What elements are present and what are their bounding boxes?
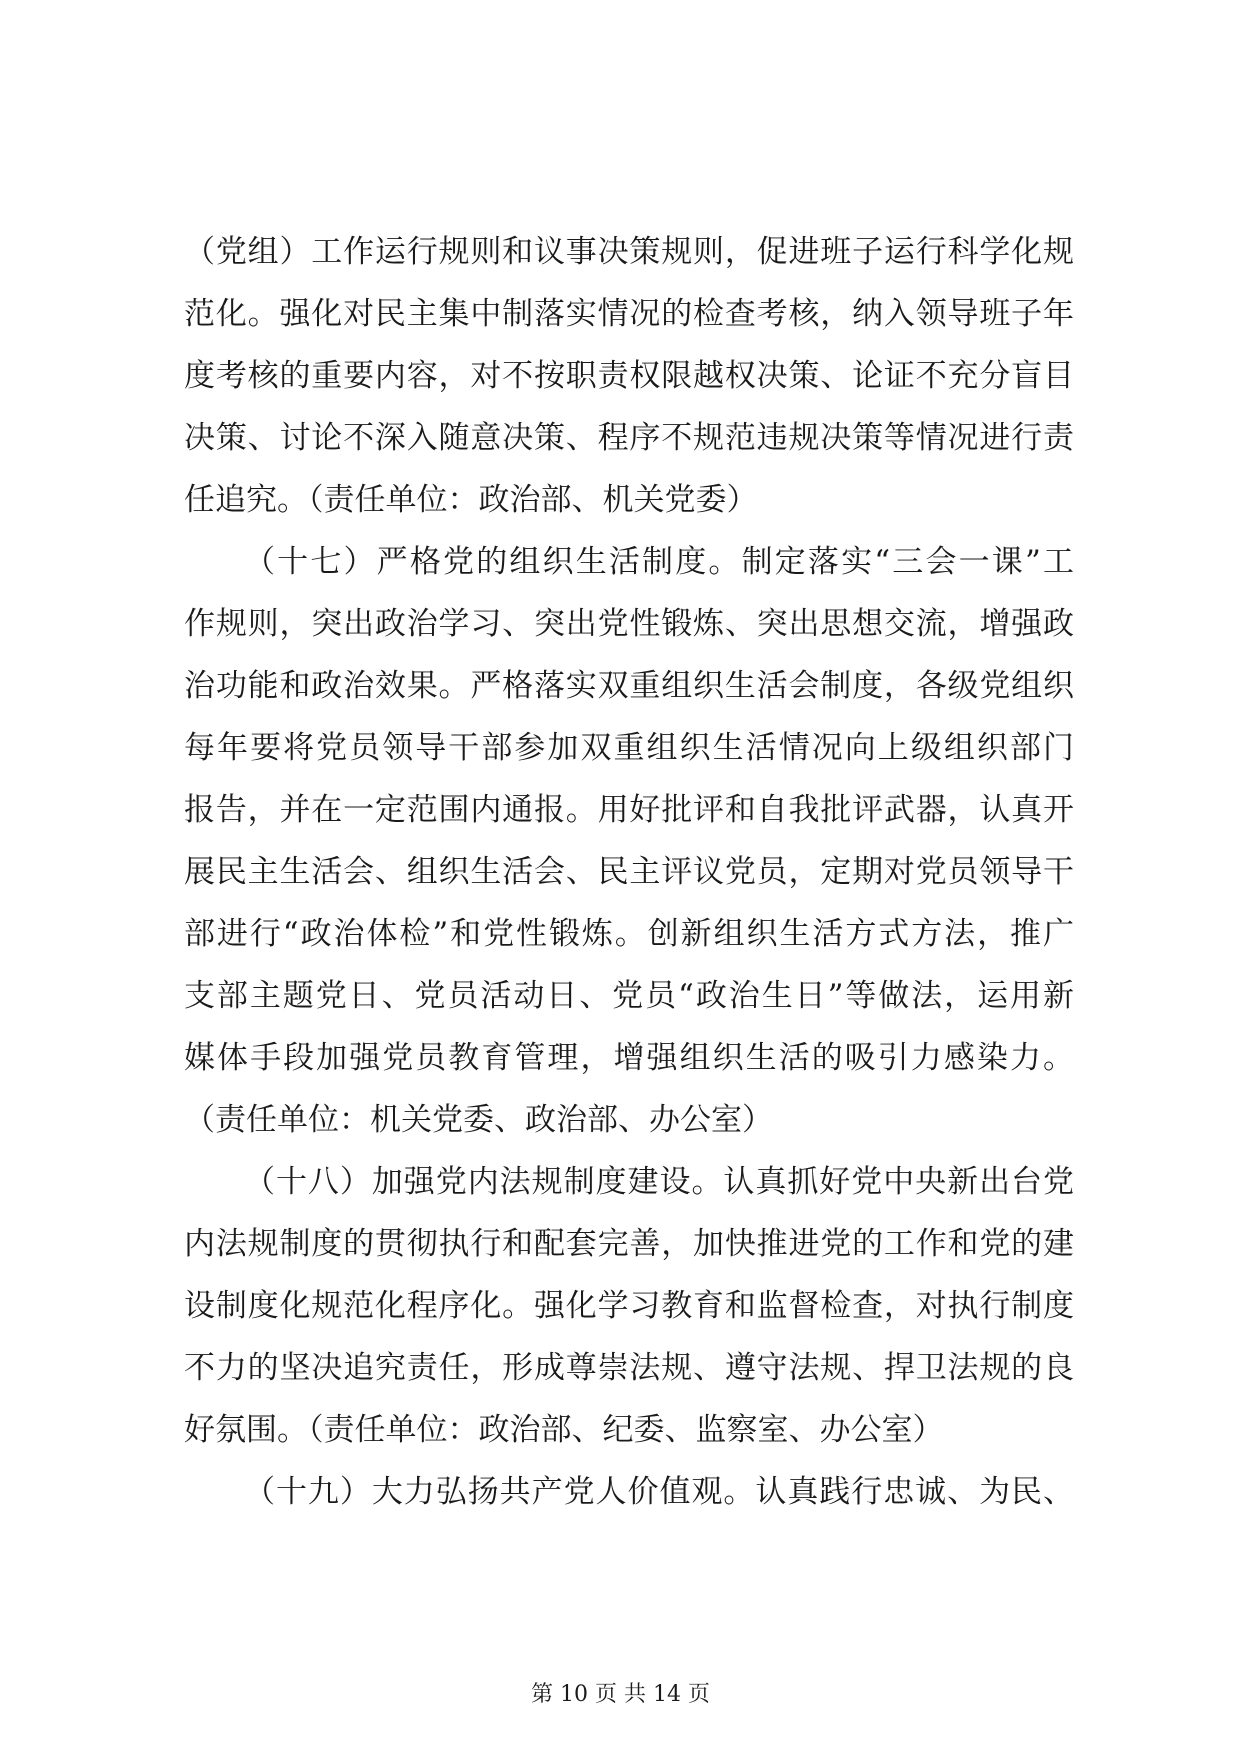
text-line: 媒体手段加强党员教育管理，增强组织生活的吸引力感染力。 xyxy=(184,1040,1074,1076)
text-line: 范化。强化对民主集中制落实情况的检查考核，纳入领导班子年 xyxy=(184,296,1074,332)
text-line: 度考核的重要内容，对不按职责权限越权决策、论证不充分盲目 xyxy=(184,358,1074,394)
page-footer: 第 10 页 共 14 页 xyxy=(531,1682,710,1707)
text-line: 每年要将党员领导干部参加双重组织生活情况向上级组织部门 xyxy=(184,730,1074,766)
text-line: （党组）工作运行规则和议事决策规则，促进班子运行科学化规 xyxy=(184,234,1074,270)
paragraph-19-first-line: （十九）大力弘扬共产党人价值观。认真践行忠诚、为民、 xyxy=(244,1474,1074,1510)
text-line: 不力的坚决追究责任，形成尊崇法规、遵守法规、捍卫法规的良 xyxy=(184,1350,1074,1386)
text-line: 设制度化规范化程序化。强化学习教育和监督检查，对执行制度 xyxy=(184,1288,1074,1324)
text-line: 治功能和政治效果。严格落实双重组织生活会制度，各级党组织 xyxy=(184,668,1074,704)
text-line: 部进行“政治体检”和党性锻炼。创新组织生活方式方法，推广 xyxy=(184,916,1074,952)
text-line: 支部主题党日、党员活动日、党员“政治生日”等做法，运用新 xyxy=(184,978,1074,1014)
text-line: 内法规制度的贯彻执行和配套完善，加快推进党的工作和党的建 xyxy=(184,1226,1074,1262)
text-line: 任追究。（责任单位：政治部、机关党委） xyxy=(184,482,758,518)
text-line: 决策、讨论不深入随意决策、程序不规范违规决策等情况进行责 xyxy=(184,420,1074,456)
text-line: 作规则，突出政治学习、突出党性锻炼、突出思想交流，增强政 xyxy=(184,606,1074,642)
text-line: 报告，并在一定范围内通报。用好批评和自我批评武器，认真开 xyxy=(184,792,1074,828)
paragraph-18-first-line: （十八）加强党内法规制度建设。认真抓好党中央新出台党 xyxy=(244,1164,1074,1200)
text-line: （责任单位：机关党委、政治部、办公室） xyxy=(184,1102,773,1138)
paragraph-17-first-line: （十七）严格党的组织生活制度。制定落实“三会一课”工 xyxy=(244,544,1074,580)
text-line: 展民主生活会、组织生活会、民主评议党员，定期对党员领导干 xyxy=(184,854,1074,890)
text-line: 好氛围。（责任单位：政治部、纪委、监察室、办公室） xyxy=(184,1412,944,1448)
